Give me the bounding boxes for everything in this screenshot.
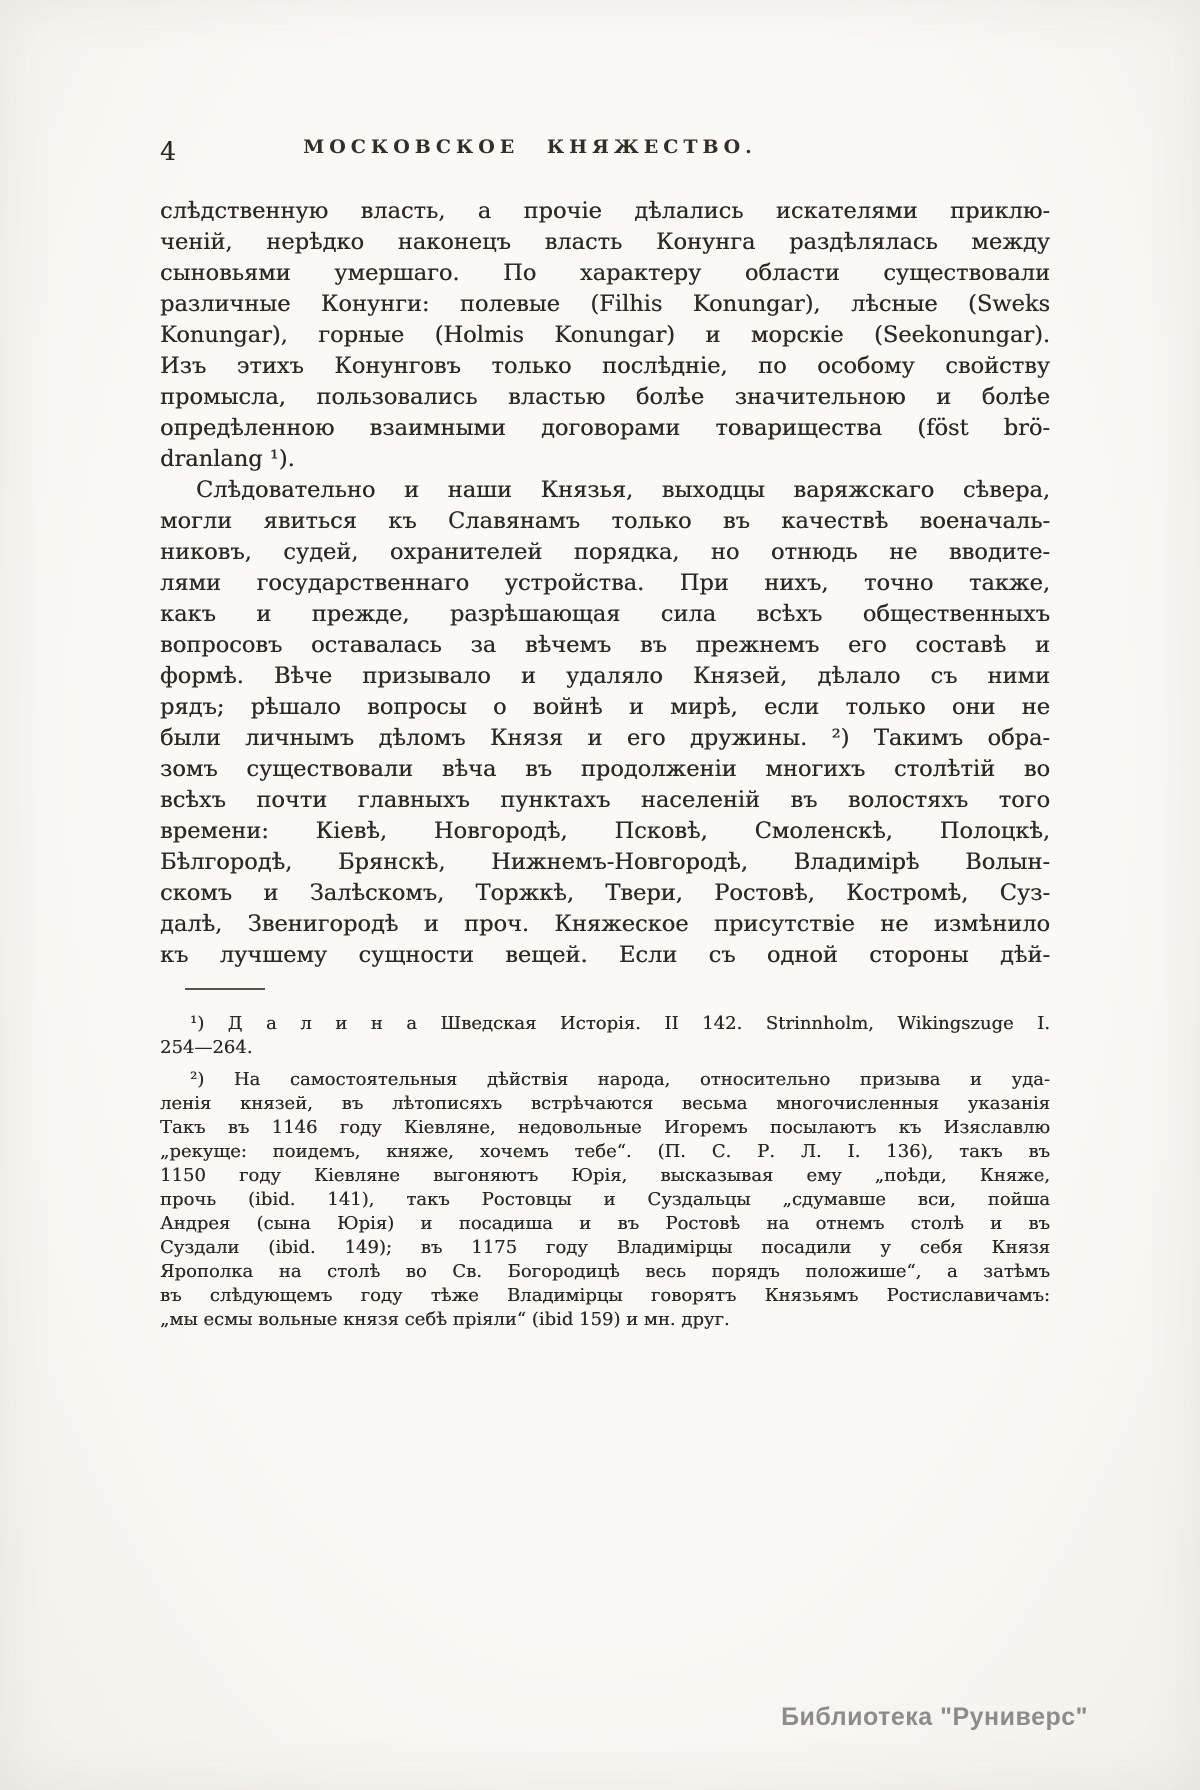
- text-line: ²) На самостоятельныя дѣйствія народа, относительно призыва и уда-: [190, 1069, 1050, 1090]
- text-line: далѣ, Звенигородѣ и проч. Княжеское присутствіе не измѣнило: [160, 911, 1050, 937]
- text-line: Суздали (ibid. 149); въ 1175 году Владимірцы посадили у себя Князя: [160, 1237, 1050, 1258]
- text-line: времени: Кіевѣ, Новгородѣ, Псковѣ, Смоленскѣ, Полоцкѣ,: [160, 818, 1050, 844]
- footnote: [160, 1068, 1050, 1332]
- text-line: Ярополка на столѣ во Св. Богородицѣ весь порядъ положише“, а затѣмъ: [160, 1261, 1050, 1282]
- text-line: формѣ. Вѣче призывало и удаляло Князей, дѣлало съ ними: [160, 663, 1050, 689]
- page-header: [160, 136, 1050, 168]
- text-line: „мы есмы вольные князя себѣ пріяли“ (ibid 159) и мн. друг.: [160, 1309, 730, 1330]
- text-line: „рекуще: поидемъ, княже, хочемъ тебе“. (П. С. Р. Л. I. 136), такъ въ: [160, 1141, 1050, 1162]
- text-line: ченій, нерѣдко наконецъ власть Конунга раздѣлялась между: [160, 229, 1050, 255]
- paragraph: [160, 475, 1050, 971]
- text-line: dranlang ¹).: [160, 446, 295, 472]
- text-line: различные Конунги: полевые (Filhis Konungar), лѣсные (Sweks: [160, 291, 1050, 317]
- text-line: въ слѣдующемъ году тѣже Владимірцы говорятъ Князьямъ Ростиславичамъ:: [160, 1285, 1050, 1306]
- text-line: Konungar), горные (Holmis Konungar) и морскіе (Seekonungar).: [160, 322, 1050, 348]
- text-line: никовъ, судей, охранителей порядка, но отнюдь не вводите-: [160, 539, 1050, 565]
- text-line: лями государственнаго устройства. При нихъ, точно также,: [160, 570, 1050, 596]
- text-line: ленія князей, въ лѣтописяхъ встрѣчаются весьма многочисленныя указанія: [160, 1093, 1050, 1114]
- text-line: были личнымъ дѣломъ Князя и его дружины. ²) Такимъ обра-: [160, 725, 1050, 751]
- body-text: [160, 196, 1050, 971]
- text-line: сыновьями умершаго. По характеру области существовали: [160, 260, 1050, 286]
- text-line: Андрея (сына Юрія) и посадиша и въ Ростовѣ на отнемъ столѣ и въ: [160, 1213, 1050, 1234]
- footnote-separator: [185, 988, 265, 990]
- text-line: 1150 году Кіевляне выгоняютъ Юрія, высказывая ему „поѣди, Княже,: [160, 1165, 1050, 1186]
- text-line: Изъ этихъ Конунговъ только послѣдніе, по особому свойству: [160, 353, 1050, 379]
- text-line: рядъ; рѣшало вопросы о войнѣ и мирѣ, если только они не: [160, 694, 1050, 720]
- text-line: ¹) Д а л и н а Шведская Исторія. II 142. Strinnholm, Wikingszuge I.: [190, 1013, 1050, 1034]
- text-line: скомъ и Залѣскомъ, Торжкѣ, Твери, Ростовѣ, Костромѣ, Суз-: [160, 880, 1050, 906]
- running-header: МОСКОВСКОЕ КНЯЖЕСТВО.: [303, 136, 757, 158]
- page-number: 4: [160, 137, 176, 166]
- footnote: [160, 1012, 1050, 1060]
- text-line: къ лучшему сущности вещей. Если съ одной стороны дѣй-: [160, 942, 1050, 968]
- text-line: прочь (ibid. 141), такъ Ростовцы и Суздальцы „сдумавше вси, пойша: [160, 1189, 1050, 1210]
- text-line: зомъ существовали вѣча въ продолженіи многихъ столѣтій во: [160, 756, 1050, 782]
- text-line: какъ и прежде, разрѣшающая сила всѣхъ общественныхъ: [160, 601, 1050, 627]
- text-line: всѣхъ почти главныхъ пунктахъ населеній въ волостяхъ того: [160, 787, 1050, 813]
- text-line: слѣдственную власть, а прочіе дѣлались искателями приклю-: [160, 198, 1050, 224]
- text-line: могли явиться къ Славянамъ только въ качествѣ военачаль-: [160, 508, 1050, 534]
- text-line: опредѣленною взаимными договорами товарищества (föst brö-: [160, 415, 1050, 441]
- text-line: Бѣлгородѣ, Брянскѣ, Нижнемъ-Новгородѣ, Владимірѣ Волын-: [160, 849, 1050, 875]
- text-line: вопросовъ оставалась за вѣчемъ въ прежнемъ его составѣ и: [160, 632, 1050, 658]
- paragraph: [160, 196, 1050, 475]
- footnotes-section: [160, 1012, 1050, 1340]
- text-line: промысла, пользовались властью болѣе значительною и болѣе: [160, 384, 1050, 410]
- text-line: 254—264.: [160, 1037, 253, 1058]
- library-watermark: Библиотека "Руниверс": [781, 1703, 1088, 1731]
- text-line: Слѣдовательно и наши Князья, выходцы варяжскаго сѣвера,: [196, 477, 1050, 503]
- text-line: Такъ въ 1146 году Кіевляне, недовольные Игоремъ посылаютъ къ Изяславлю: [160, 1117, 1050, 1138]
